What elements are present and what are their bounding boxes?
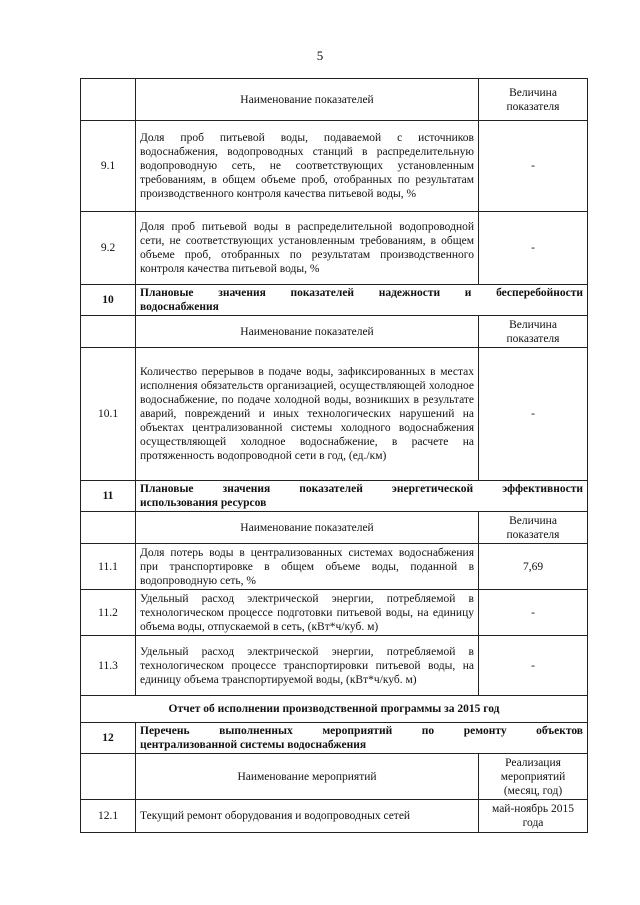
section-title-line1: Перечень выполненных мероприятий по ремонту объектов [140,725,583,737]
report-title: Отчет об исполнении производственной программы за 2015 год [81,696,588,723]
table-row [81,212,588,285]
row-number: 12.1 [81,800,136,833]
section-title-line1: Плановые значения показателей энергетической эффективности [140,483,583,495]
header-name-cell: Наименование показателей [136,316,479,348]
table-header-row [81,79,588,121]
row-indicator-text: Удельный расход электрической энергии, потребляемой в технологическом процессе подготовки питьевой воды, на единицу объема воды, отпускаемой в сеть, (кВт*ч/куб. м) [136,590,479,636]
header-value-cell: Величина показателя [479,79,588,121]
header-realization-cell: Реализация мероприятий (месяц, год) [479,754,588,800]
header-measure-cell: Наименование мероприятий [136,754,479,800]
table-header-row [81,316,588,348]
header-name-cell: Наименование показателей [136,512,479,544]
row-value: - [479,636,588,696]
page-number: 5 [316,48,324,63]
indicators-table [80,78,588,833]
table-row [81,348,588,481]
section-title-line2: централизованной системы водоснабжения [140,739,367,751]
row-value: - [479,590,588,636]
section-row [81,285,588,316]
header-value-cell: Величина показателя [479,512,588,544]
row-indicator-text: Удельный расход электрической энергии, потребляемой в технологическом процессе транспортировки питьевой воды, на единицу объема транспортируемой воды, (кВт*ч/куб. м) [136,636,479,696]
report-title-row [81,696,588,723]
table-row [81,544,588,590]
table-header-row [81,512,588,544]
row-number: 11.2 [81,590,136,636]
header-num-cell [81,512,136,544]
row-value: - [479,121,588,212]
section-title [136,723,588,754]
section-row [81,723,588,754]
header-value-cell: Величина показателя [479,316,588,348]
row-number: 9.2 [81,212,136,285]
table-header-row [81,754,588,800]
table-row [81,121,588,212]
row-number: 10.1 [81,348,136,481]
row-value: - [479,212,588,285]
header-num-cell [81,754,136,800]
table-row [81,636,588,696]
row-realization: май-ноябрь 2015 года [479,800,588,833]
section-title [136,481,588,512]
section-number: 12 [81,723,136,754]
table-row [81,590,588,636]
row-indicator-text: Количество перерывов в подаче воды, зафиксированных в местах исполнения обязательств организацией, осуществляющей холодное водоснабжение, по подаче холодной воды, возникших в результате аварий, повреждений и иных технологических нарушений на объектах централизованной системы холодного водоснабжения осуществляющей холодное водоснабжение, в расчете на протяженность водопроводной сети в год, (ед./км) [136,348,479,481]
header-name-cell: Наименование показателей [136,79,479,121]
row-measure-text: Текущий ремонт оборудования и водопроводных сетей [136,800,479,833]
table-row [81,800,588,833]
row-number: 11.1 [81,544,136,590]
section-title-line2: использования ресурсов [140,497,267,509]
section-title-line1: Плановые значения показателей надежности и бесперебойности [140,287,583,299]
header-num-cell [81,316,136,348]
header-num-cell [81,79,136,121]
row-number: 9.1 [81,121,136,212]
row-value: 7,69 [479,544,588,590]
row-indicator-text: Доля потерь воды в централизованных системах водоснабжения при транспортировке в общем объеме воды, поданной в водопроводную сеть, % [136,544,479,590]
section-title [136,285,588,316]
section-number: 10 [81,285,136,316]
section-row [81,481,588,512]
section-title-line2: водоснабжения [140,301,219,313]
row-number: 11.3 [81,636,136,696]
row-value: - [479,348,588,481]
row-indicator-text: Доля проб питьевой воды, подаваемой с источников водоснабжения, водопроводных станций в распределительную водопроводную сеть, не соответствующих установленным требованиям, в общем объеме проб, отобранных по результатам производственного контроля качества питьевой воды, % [136,121,479,212]
row-indicator-text: Доля проб питьевой воды в распределительной водопроводной сети, не соответствующих установленным требованиям, в общем объеме проб, отобранных по результатам производственного контроля качества питьевой воды, % [136,212,479,285]
section-number: 11 [81,481,136,512]
